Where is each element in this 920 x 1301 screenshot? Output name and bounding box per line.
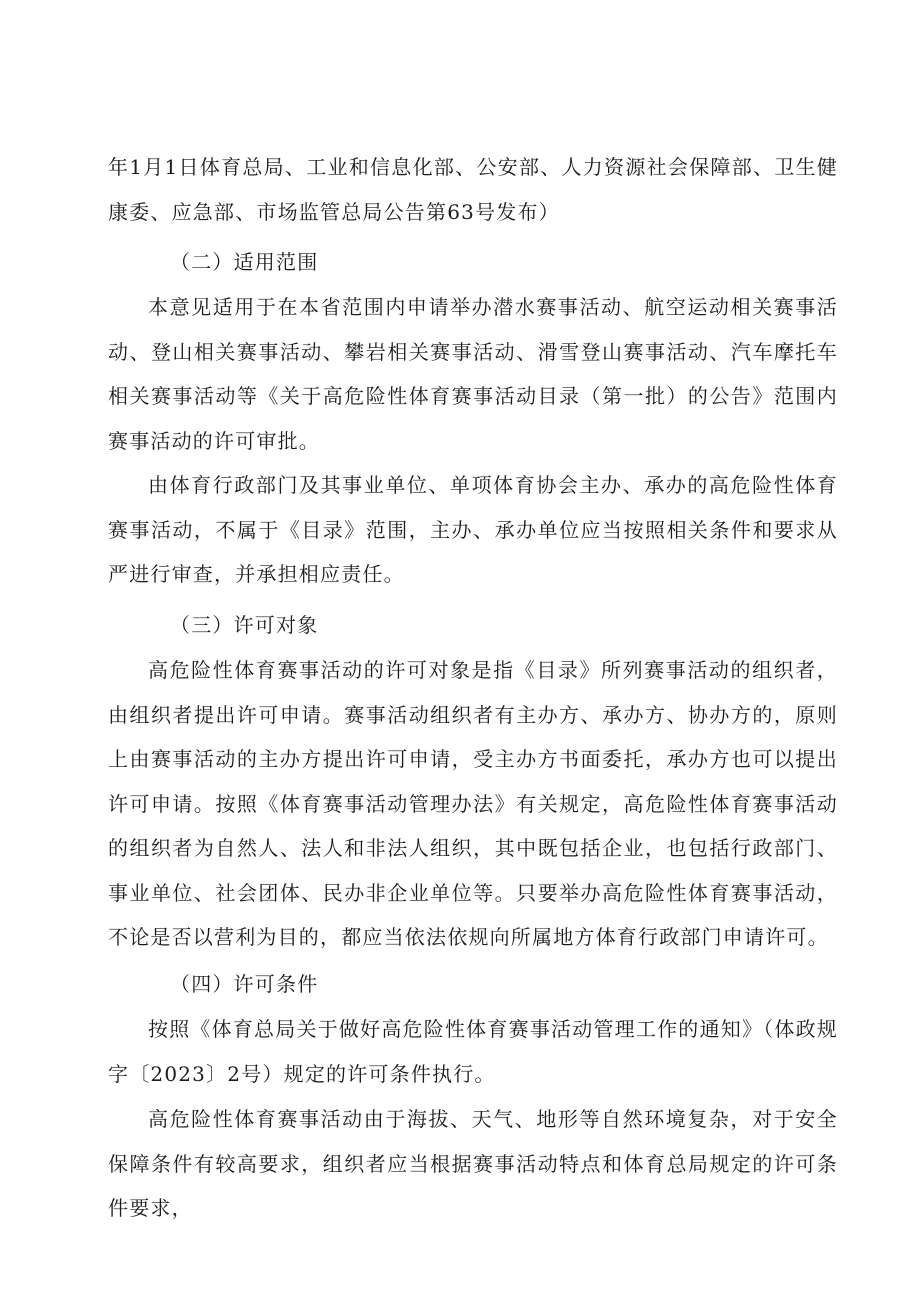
target-paragraph-1: 高危险性体育赛事活动的许可对象是指《目录》所列赛事活动的组织者，由组织者提出许可申请。赛事活动组织者有主办方、承办方、协办方的，原则上由赛事活动的主办方提出许可申请，受主办方书面委托，承办方也可以提出许可申请。按照《体育赛事活动管理办法》有关规定，高危险性体育赛事活动的组织者为自然人、法人和非法人组织，其中既包括企业，也包括行政部门、事业单位、社会团体、民办非企业单位等。只要举办高危险性体育赛事活动，不论是否以营利为目的，都应当依法依规向所属地方体育行政部门申请许可。	[108, 658, 838, 949]
scope-paragraph-2: 由体育行政部门及其事业单位、单项体育协会主办、承办的高危险性体育赛事活动，不属于《目录》范围，主办、承办单位应当按照相关条件和要求从严进行审查，并承担相应责任。	[108, 473, 838, 586]
section-heading-target: （三）许可对象	[170, 613, 319, 637]
continuation-paragraph: 年1月1日体育总局、工业和信息化部、公安部、人力资源社会保障部、卫生健康委、应急部、市场监管总局公告第63号发布）	[108, 155, 838, 224]
conditions-paragraph-2: 高危险性体育赛事活动由于海拔、天气、地形等自然环境复杂，对于安全保障条件有较高要求，组织者应当根据赛事活动特点和体育总局规定的许可条件要求，	[108, 1107, 838, 1220]
conditions-paragraph-1: 按照《体育总局关于做好高危险性体育赛事活动管理工作的通知》（体政规字〔2023〕2号）规定的许可条件执行。	[108, 1017, 838, 1086]
scope-paragraph-1: 本意见适用于在本省范围内申请举办潜水赛事活动、航空运动相关赛事活动、登山相关赛事活动、攀岩相关赛事活动、滑雪登山赛事活动、汽车摩托车相关赛事活动等《关于高危险性体育赛事活动目录（第一批）的公告》范围内赛事活动的许可审批。	[108, 295, 838, 453]
section-heading-scope: （二）适用范围	[170, 250, 319, 274]
section-heading-conditions: （四）许可条件	[170, 972, 319, 996]
